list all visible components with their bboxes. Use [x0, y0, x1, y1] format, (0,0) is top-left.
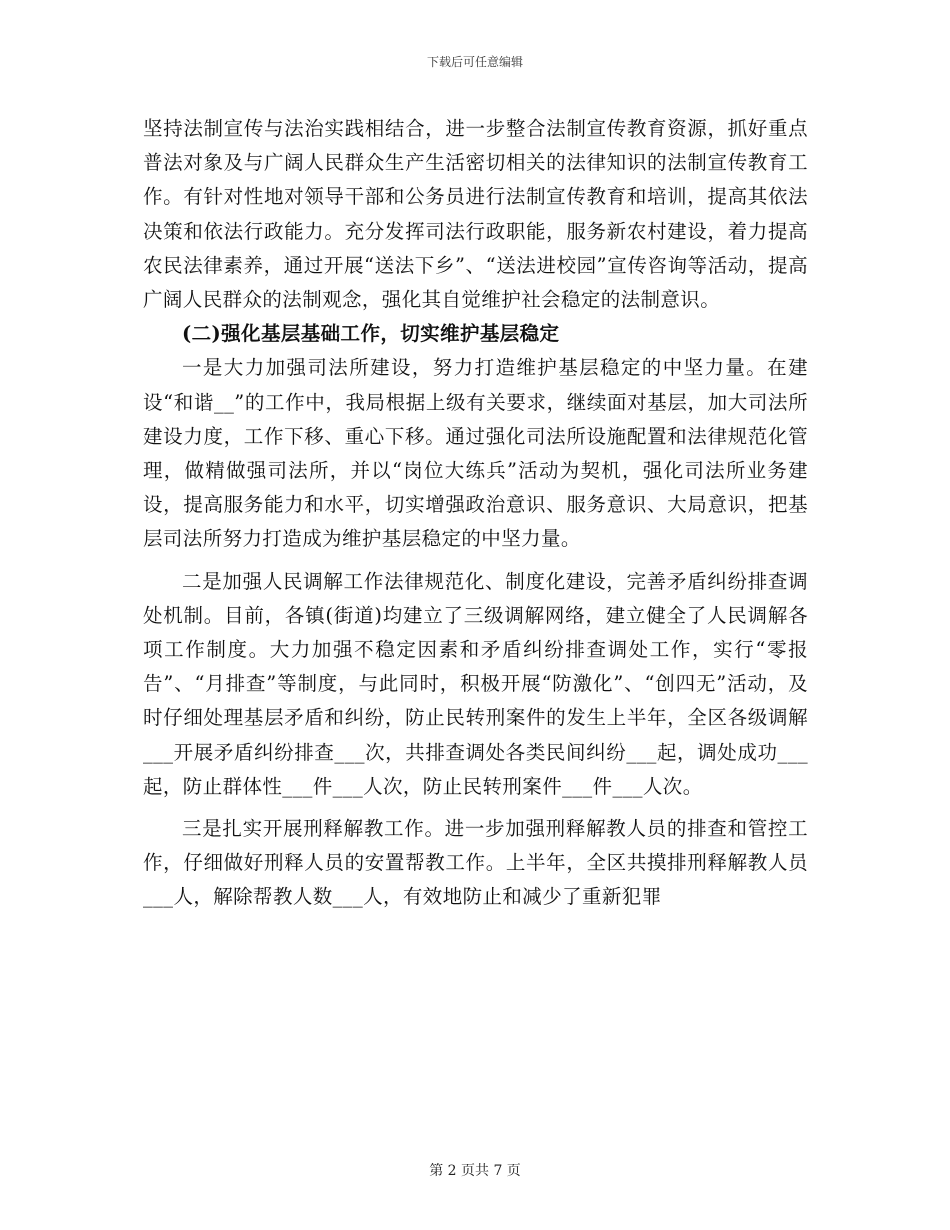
section-heading: (二)强化基层基础工作，切实维护基层稳定 [182, 322, 560, 346]
page-header: 下载后可任意编辑 [426, 55, 523, 69]
page-footer: 第 2 页共 7 页 [429, 1163, 521, 1179]
paragraph-judicial-office: 一是大力加强司法所建设，努力打造维护基层稳定的中坚力量。在建设“和谐__”的工作中，我局根据上级有关要求，继续面对基层，加大司法所建设力度，工作下移、重心下移。通过强化司法所设施配置和法律规范化管理，做精做强司法所，并以“岗位大练兵”活动为契机，强化司法所业务建设，提高服务能力和水平，切实增强政治意识、服务意识、大局意识，把基层司法所努力打造成为维护基层稳定的中坚力量。 [143, 356, 808, 551]
document-body [143, 112, 808, 915]
paragraph-released-prisoners: 三是扎实开展刑释解教工作。进一步加强刑释解教人员的排查和管控工作，仔细做好刑释人员的安置帮教工作。上半年，全区共摸排刑释解教人员___人，解除帮教人数___人，有效地防止和减少了重新犯罪 [143, 817, 808, 909]
paragraph-continuation: 坚持法制宣传与法治实践相结合，进一步整合法制宣传教育资源，抓好重点普法对象及与广阔人民群众生产生活密切相关的法律知识的法制宣传教育工作。有针对性地对领导干部和公务员进行法制宣传教育和培训，提高其依法决策和依法行政能力。充分发挥司法行政职能，服务新农村建设，着力提高农民法律素养，通过开展“送法下乡”、“送法进校园”宣传咨询等活动，提高广阔人民群众的法制观念，强化其自觉维护社会稳定的法制意识。 [143, 117, 808, 312]
paragraph-mediation: 二是加强人民调解工作法律规范化、制度化建设，完善矛盾纠纷排查调处机制。目前，各镇(街道)均建立了三级调解网络，建立健全了人民调解各项工作制度。大力加强不稳定因素和矛盾纠纷排查调处工作，实行“零报告”、“月排查”等制度，与此同时，积极开展“防激化”、“创四无”活动，及时仔细处理基层矛盾和纠纷，防止民转刑案件的发生上半年，全区各级调解___开展矛盾纠纷排查___次，共排查调处各类民间纠纷___起，调处成功___起，防止群体性___件___人次，防止民转刑案件___件___人次。 [143, 569, 808, 798]
